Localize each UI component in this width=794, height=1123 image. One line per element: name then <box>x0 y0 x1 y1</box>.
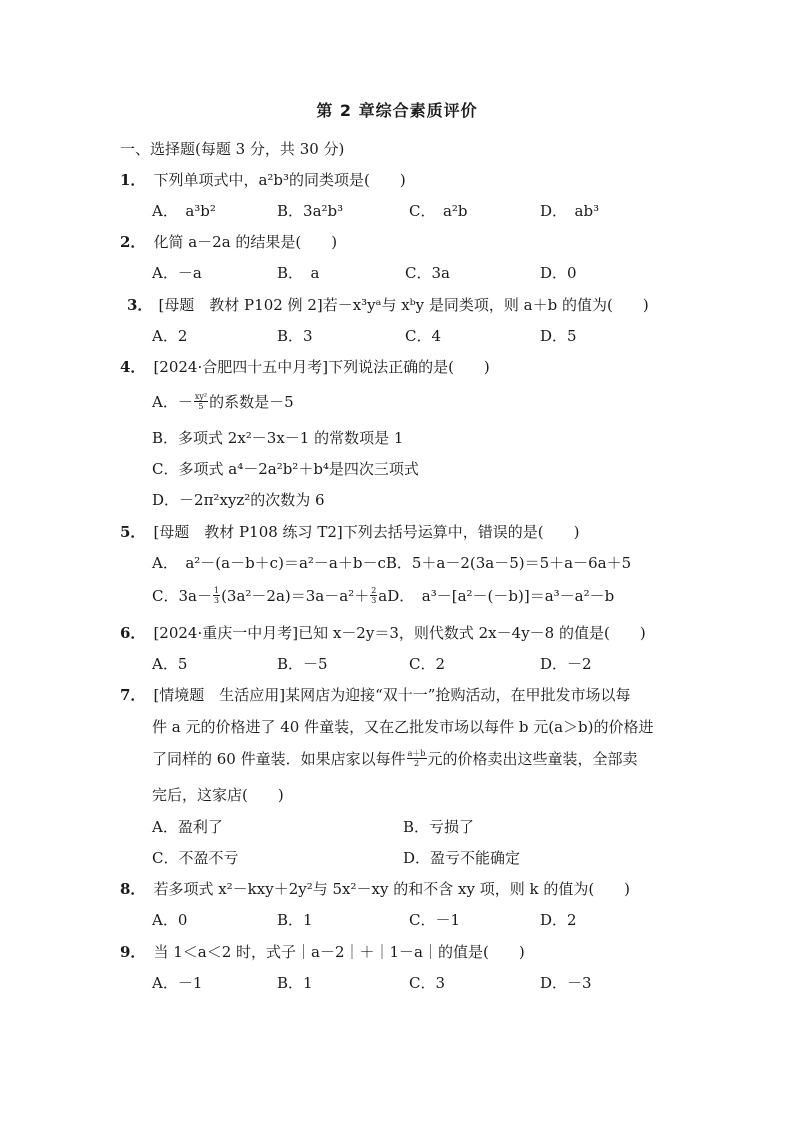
q8-option-c[interactable]: C．－1 <box>409 911 461 929</box>
option-text: 的系数是－5 <box>209 393 294 411</box>
question-4 <box>120 356 490 377</box>
option-text: A．－ <box>152 393 193 411</box>
section-heading: 一、选择题(每题 3 分，共 30 分) <box>120 140 345 158</box>
q5-options-row2[interactable] <box>152 585 614 607</box>
question-2 <box>120 231 337 252</box>
q4-option-c[interactable]: C．多项式 a⁴－2a²b²＋b⁴是四次三项式 <box>152 460 419 478</box>
q3-option-c[interactable]: C．4 <box>405 327 442 345</box>
q6-option-a[interactable]: A．5 <box>152 655 188 673</box>
question-stem: [2024·重庆一中月考]已知 x－2y＝3，则代数式 2x－4y－8 的值是( ) <box>153 624 646 642</box>
fraction-numerator: 2 <box>371 585 377 595</box>
q7-option-d[interactable]: D．盈亏不能确定 <box>403 849 521 867</box>
question-stem: 化简 a－2a 的结果是( ) <box>153 233 338 251</box>
question-3 <box>127 294 649 315</box>
q1-option-c[interactable]: C． a²b <box>409 202 468 220</box>
q2-option-a[interactable]: A．－a <box>152 264 202 282</box>
question-number: 8． <box>120 880 146 898</box>
q5-options-row1[interactable]: A． a²－(a－b＋c)＝a²－a＋b－cB．5＋a－2(3a－5)＝5＋a－6a＋5 <box>152 554 632 572</box>
q7-option-a[interactable]: A．盈利了 <box>152 818 223 836</box>
question-7-line-3 <box>152 748 638 770</box>
q3-option-b[interactable]: B．3 <box>277 327 313 345</box>
question-number: 7． <box>120 686 146 704</box>
q6-option-b[interactable]: B．－5 <box>277 655 328 673</box>
question-stem: [母题 教材 P108 练习 T2]下列去括号运算中，错误的是( ) <box>153 523 580 541</box>
question-number: 3． <box>127 296 153 314</box>
option-text: aD． a³－[a²－(－b)]＝a³－a²－b <box>378 587 615 605</box>
question-8 <box>120 878 630 899</box>
fraction-numerator: 1 <box>213 585 220 595</box>
question-1 <box>120 169 406 190</box>
q9-option-a[interactable]: A．－1 <box>152 974 203 992</box>
q8-option-d[interactable]: D．2 <box>540 911 577 929</box>
q2-option-c[interactable]: C．3a <box>405 264 450 282</box>
question-stem: [母题 教材 P102 例 2]若－x³yᵃ与 xᵇy 是同类项，则 a＋b 的值为( ) <box>158 296 649 314</box>
question-stem: 当 1＜a＜2 时，式子｜a－2｜＋｜1－a｜的值是( ) <box>153 943 525 961</box>
page-title: 第 2 章综合素质评价 <box>316 101 478 120</box>
q8-option-a[interactable]: A．0 <box>152 911 188 929</box>
fraction-denominator: 3 <box>371 595 377 605</box>
option-text: (3a²－2a)＝3a－a²＋ <box>221 587 370 605</box>
fraction <box>407 749 427 768</box>
fraction-denominator: 2 <box>414 758 420 768</box>
fraction <box>213 586 220 605</box>
q1-option-b[interactable]: B．3a²b³ <box>277 202 344 220</box>
q4-option-b[interactable]: B．多项式 2x²－3x－1 的常数项是 1 <box>152 429 404 447</box>
q4-option-a[interactable] <box>152 391 294 413</box>
q3-option-d[interactable]: D．5 <box>540 327 577 345</box>
q9-option-d[interactable]: D．－3 <box>540 974 592 992</box>
q2-option-b[interactable]: B． a <box>277 264 320 282</box>
fraction-numerator: xy² <box>194 391 208 401</box>
question-9 <box>120 941 525 962</box>
fraction-denominator: 5 <box>198 401 204 411</box>
q1-option-a[interactable]: A． a³b² <box>152 202 216 220</box>
q2-option-d[interactable]: D．0 <box>540 264 577 282</box>
question-number: 5． <box>120 523 146 541</box>
question-7 <box>120 684 630 705</box>
question-number: 1． <box>120 171 146 189</box>
q7-option-b[interactable]: B．亏损了 <box>403 818 475 836</box>
fraction <box>370 586 377 605</box>
fraction-numerator: a＋b <box>407 748 426 758</box>
question-6 <box>120 622 646 643</box>
question-number: 4． <box>120 358 146 376</box>
question-stem: 若多项式 x²－kxy＋2y²与 5x²－xy 的和不含 xy 项，则 k 的值为( ) <box>153 880 631 898</box>
fraction-denominator: 3 <box>213 595 220 605</box>
question-5 <box>120 521 579 542</box>
option-text: C．3a－ <box>152 587 212 605</box>
q8-option-b[interactable]: B．1 <box>277 911 313 929</box>
question-stem: 元的价格卖出这些童装，全部卖 <box>427 750 638 768</box>
q9-option-c[interactable]: C．3 <box>409 974 446 992</box>
q9-option-b[interactable]: B．1 <box>277 974 313 992</box>
question-stem: 下列单项式中，a²b³的同类项是( ) <box>153 171 406 189</box>
q7-option-c[interactable]: C．不盈不亏 <box>152 849 239 867</box>
question-number: 6． <box>120 624 146 642</box>
question-stem: 了同样的 60 件童装．如果店家以每件 <box>152 750 406 768</box>
fraction <box>194 392 208 411</box>
q4-option-d[interactable]: D．－2π²xyz²的次数为 6 <box>152 491 325 509</box>
q6-option-d[interactable]: D．－2 <box>540 655 592 673</box>
q6-option-c[interactable]: C．2 <box>409 655 446 673</box>
q1-option-d[interactable]: D． ab³ <box>540 202 600 220</box>
question-stem: [2024·合肥四十五中月考]下列说法正确的是( ) <box>153 358 490 376</box>
question-7-line-2: 件 a 元的价格进了 40 件童装，又在乙批发市场以每件 b 元(a＞b)的价格进 <box>152 718 654 736</box>
question-stem: [情境题 生活应用]某网店为迎接“双十一”抢购活动，在甲批发市场以每 <box>153 686 631 704</box>
question-7-line-4: 完后，这家店( ) <box>152 786 284 804</box>
q3-option-a[interactable]: A．2 <box>152 327 188 345</box>
question-number: 9． <box>120 943 146 961</box>
question-number: 2． <box>120 233 146 251</box>
